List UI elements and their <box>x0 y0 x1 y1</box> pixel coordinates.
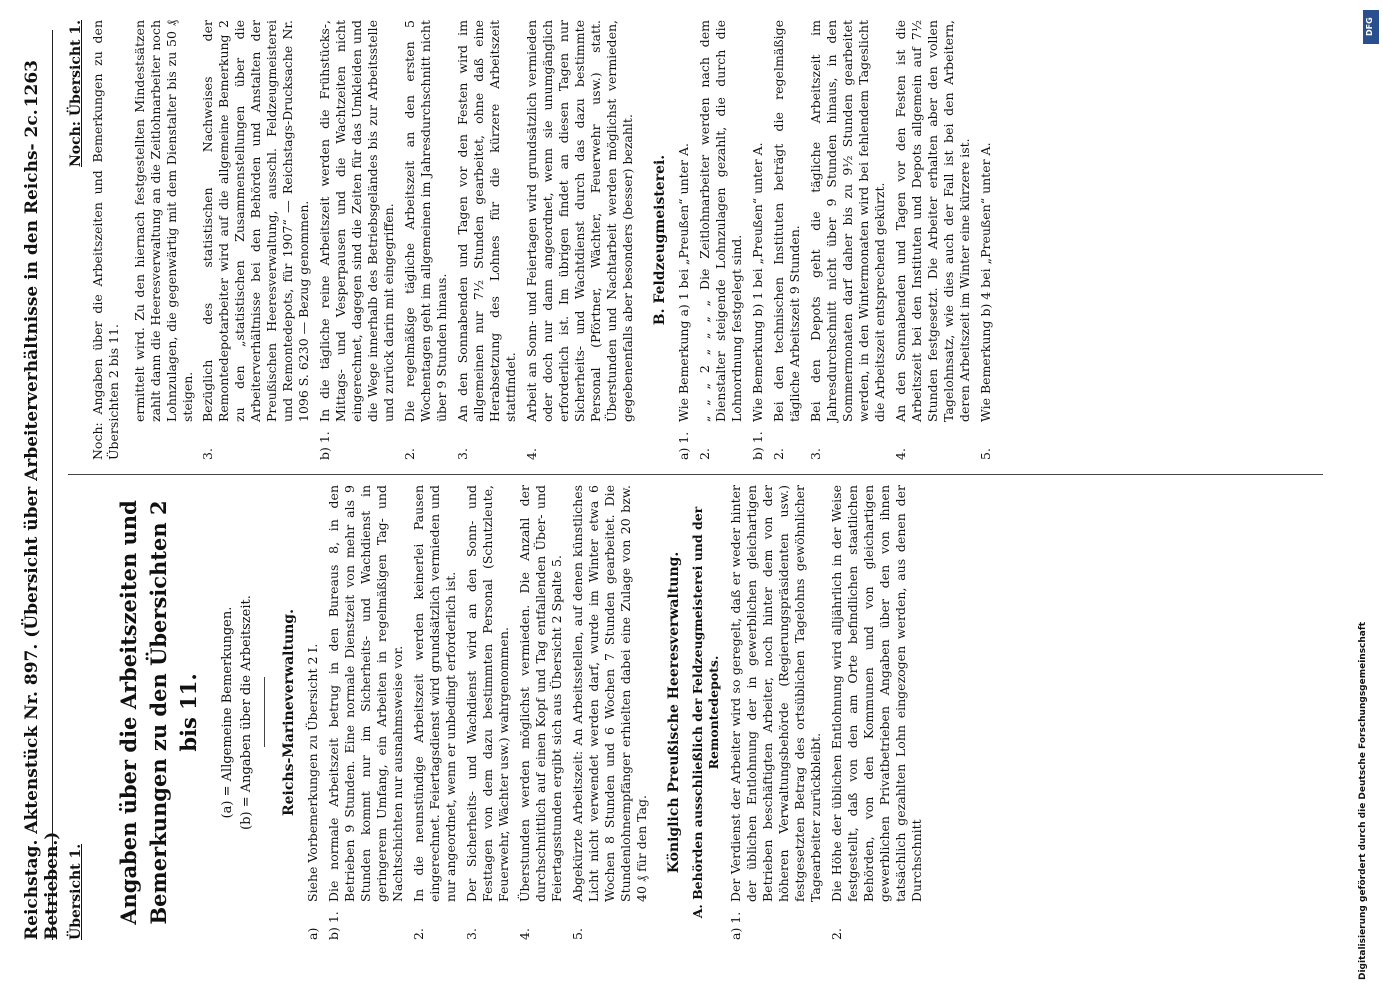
title-line-1: Angaben über die Arbeitszeiten und <box>116 500 141 925</box>
left-column <box>68 485 930 940</box>
item-number: 3. <box>455 448 470 460</box>
item-number: 2. <box>402 448 417 460</box>
list-item <box>893 20 973 460</box>
item-text: Der Verdienst der Arbeiter wird so geregelt, daß er weder hinter der üblichen Entlohnung der in gewerblichen gleichartigen Betrieben beschäftigten Arbeiter, noch hinter dem von der höheren Verwaltungsbehörde (Regierungspräsidenten usw.) festgesetzten Betrag des ortsüblichen Tagelohns gewöhnlicher Tagearbeiter zurückbleibt. <box>728 485 823 902</box>
list-item <box>317 20 397 460</box>
item-text: In die tägliche reine Arbeitszeit werden die Frühstücks-, Mittags- und Vesperpausen und die Wachtzeiten nicht eingerechnet, dagegen sind die Zeiten für das Umkleiden und die Wege innerhalb des Betriebsgeländes bis zur Arbeitsstelle und zurück darin mit eingegriffen. <box>317 20 396 422</box>
header-title: Reichstag. Aktenstück Nr. 897. (Übersicht über Arbeiterverhältnisse in den Reichs- 2c. Betrieben.) <box>22 109 62 940</box>
prussia-a-list <box>728 485 925 940</box>
marine-a <box>305 485 321 940</box>
item-number: b) 1. <box>317 431 332 460</box>
list-item <box>411 485 459 940</box>
dfg-logo-text: DFG <box>1365 17 1374 36</box>
separator <box>264 678 265 748</box>
list-item <box>570 485 650 940</box>
item-text: Bezüglich des statistischen Nachweises der Remontedepotarbeiter wird auf die allgemeine Bemerkung 2 zu den „statistischen Zusammenstellungen über die Arbeiterverhältnisse bei den Behörden und Anstalten der Preußischen Heeresverwaltung, ausschl. Feldzeugmeisterei und Remontedepots, für 1907“ — Reichstags-Drucksache Nr. 1096 S. 6230 — Bezug genommen. <box>200 20 311 422</box>
item-number: 2. <box>411 928 426 940</box>
item-text: Siehe Vorbemerkungen zu Übersicht 2 I. <box>305 643 320 902</box>
item-number: b) 1. <box>750 431 765 460</box>
list-item <box>750 20 766 460</box>
section-marine: Reichs-Marineverwaltung. <box>281 609 297 816</box>
item-number: 2. <box>697 448 712 460</box>
item-text: Abgekürzte Arbeitszeit: An Arbeitsstellen, auf denen künstliches Licht nicht verwendet werden darf, wurde im Winter etwa 6 Wochen 8 Stunden und 6 Wochen 7 Stunden gearbeitet. Die Stundenlohnempfänger erhielten dabei eine Zulage von 20 bzw. 40 ₰ für den Tag. <box>570 485 649 902</box>
header-rule <box>52 30 53 940</box>
noch-label: Noch: Übersicht 1. <box>68 20 84 168</box>
list-item <box>402 20 450 460</box>
item-number: a) <box>305 927 320 940</box>
item-number: 5. <box>570 928 585 940</box>
list-item <box>808 20 888 460</box>
item-text: Wie Bemerkung a) 1 bei „Preußen“ unter A. <box>676 143 691 422</box>
item-text: „ „ „ 2 „ „ „ „ Die Zeitlohnarbeiter werden nach dem Dienstalter steigende Lohnzulagen gezahlt, die durch die Lohnordnung festgelegt sind. <box>697 20 744 422</box>
dfg-logo <box>1363 10 1379 44</box>
side-note <box>1358 20 1378 1000</box>
item-text: In die neunstündige Arbeitszeit werden keinerlei Pausen eingerechnet. Feiertagsdienst wird grundsätzlich vermieden und nur angeordnet, wenn er unbedingt erforderlich ist. <box>411 485 458 902</box>
list-item <box>697 20 745 460</box>
legend-a: (a) = Allgemeine Bemerkungen. <box>220 606 235 819</box>
item-text: Die regelmäßige tägliche Arbeitszeit an den ersten 5 Wochentagen geht im allgemeinen im Jahresdurchschnitt nicht über 9 Stunden hinaus. <box>402 20 449 422</box>
list-item <box>455 20 519 460</box>
feldzeug-b-list <box>750 20 994 460</box>
item-text: Überstunden werden möglichst vermieden. Die Anzahl der durchschnittlich auf einen Kopf und Tag entfallenden Über- und Feiertagsstunden ergibt sich aus Übersicht 2 Spalte 5. <box>517 485 564 902</box>
item-number: 3. <box>464 928 479 940</box>
item-text: An den Sonnabenden und Tagen vor den Festen wird im allgemeinen nur 7½ Stunden gearbeitet, ohne daß eine Herabsetzung des Lohnes für die kürzere Arbeitszeit stattfindet. <box>455 20 518 422</box>
remont-list <box>200 20 312 460</box>
item-number: 3. <box>808 448 823 460</box>
overview-label: Übersicht 1. <box>68 843 84 940</box>
list-item <box>728 485 824 940</box>
item-text: An den Sonnabenden und Tagen vor den Festen ist die Arbeitszeit bei den Instituten und Depots allgemein auf 7½ Stunden festgesetzt. Die Arbeiter erhalten aber den vollen Tagelohnsatz, wie dies auch der Fall ist bei den Arbeitern, deren Arbeitszeit im Winter eine kürzere ist. <box>893 20 972 422</box>
item-number: 4. <box>517 928 532 940</box>
item-text: Arbeit an Sonn- und Feiertagen wird grundsätzlich vermieden oder doch nur dann angeordnet, wenn sie unumgänglich erforderlich ist. Im übrigen findet an diesen Tagen nur Sicherheits- und Wachtdienst durch das dazu bestimmte Personal (Pförtner, Wächter, Feuerwehr usw.) statt. Überstunden und Nachtarbeit werden möglichst vermieden, gegebenenfalls aber besonders (besser) bezahlt. <box>524 20 635 422</box>
section-prussia: Königlich Preußische Heeresverwaltung. <box>666 551 682 874</box>
list-item <box>524 20 636 460</box>
item-text: Wie Bemerkung b) 1 bei „Preußen“ unter A. <box>750 142 765 422</box>
item-number: a) 1. <box>728 911 743 940</box>
legend-b: (b) = Angaben über die Arbeitszeit. <box>239 595 254 830</box>
item-text: Bei den technischen Instituten beträgt die regelmäßige tägliche Arbeitszeit 9 Stunden. <box>771 20 802 422</box>
item-number: a) 1. <box>676 431 691 460</box>
list-item <box>464 485 512 940</box>
item-text: Die normale Arbeitszeit betrug in den Bureaus 8, in den Betrieben 9 Stunden. Eine normale Dienstzeit von mehr als 9 Stunden kommt nur im Sicherheits- und Wachdienst in geringerem Umfang, ein Arbeiten in regelmäßigen Tag- und Nachtschichten nur ausnahmsweise vor. <box>326 485 405 902</box>
item-text: Bei den Depots geht die tägliche Arbeitszeit im Jahresdurchschnitt nicht über 9 Stunden hinaus, in den Sommermonaten darf daher bis zu 9½ Stunden gearbeitet werden, in den Wintermonaten wird bei fehlendem Tageslicht die Arbeitszeit entsprechend gekürzt. <box>808 20 887 422</box>
worktime-list <box>317 20 636 460</box>
continuation-text: ermittelt wird. Zu den hiernach festgestellten Mindestsätzen zahlt dann die Heeresverwaltung an die Zeitlohnarbeiter noch Lohnzulagen, die gegenwärtig mit dem Dienstalter bis zu 50 ₰ steigen. <box>132 20 195 422</box>
item-number: 5. <box>978 448 993 460</box>
main-title <box>114 485 204 940</box>
column-rule <box>68 474 1323 475</box>
list-item <box>517 485 565 940</box>
right-column <box>68 20 999 460</box>
item-number: 4. <box>524 448 539 460</box>
page-header <box>0 0 60 1000</box>
page-number: 1263 <box>22 60 42 108</box>
feldzeug-a-list <box>676 20 745 460</box>
marine-b-list <box>326 485 650 940</box>
section-A: A. Behörden ausschließlich der Feldzeugmeisterei und der Remontedepots. <box>690 506 721 919</box>
item-number: b) 1. <box>326 911 341 940</box>
item-number: 2. <box>771 448 786 460</box>
item-text: Der Sicherheits- und Wachdienst wird an den Sonn- und Festtagen von dem dazu bestimmten Personal (Schutzleute, Feuerwehr, Wächter usw.) wahrgenommen. <box>464 485 511 902</box>
item-number: 2. <box>829 928 844 940</box>
item-text: Wie Bemerkung b) 4 bei „Preußen“ unter A. <box>978 142 993 422</box>
noch-head: Noch: Angaben über die Arbeitszeiten und Bemerkungen zu den Übersichten 2 bis 11. <box>90 20 121 460</box>
list-item <box>771 20 803 460</box>
item-text: Die Höhe der üblichen Entlohnung wird alljährlich in der Weise festgestellt, daß von den am Orte befindlichen staatlichen Behörden, von den Kommunen und von gleichartigen gewerblichen Privatbetrieben Angaben über den von ihnen tatsächlich gezahlten Lohn eingezogen werden, aus denen der Durchschnitt <box>829 485 924 902</box>
list-item <box>978 20 994 460</box>
item-number: 3. <box>200 448 215 460</box>
list-item <box>829 485 925 940</box>
section-B: B. Feldzeugmeisterei. <box>652 154 668 326</box>
side-note-text: Digitalisierung gefördert durch die Deutsche Forschungsgemeinschaft <box>1358 621 1368 980</box>
list-item <box>676 20 692 460</box>
list-item <box>326 485 406 940</box>
title-line-2: Bemerkungen zu den Übersichten 2 bis 11. <box>146 500 201 925</box>
list-item <box>200 20 312 460</box>
item-number: 4. <box>893 448 908 460</box>
